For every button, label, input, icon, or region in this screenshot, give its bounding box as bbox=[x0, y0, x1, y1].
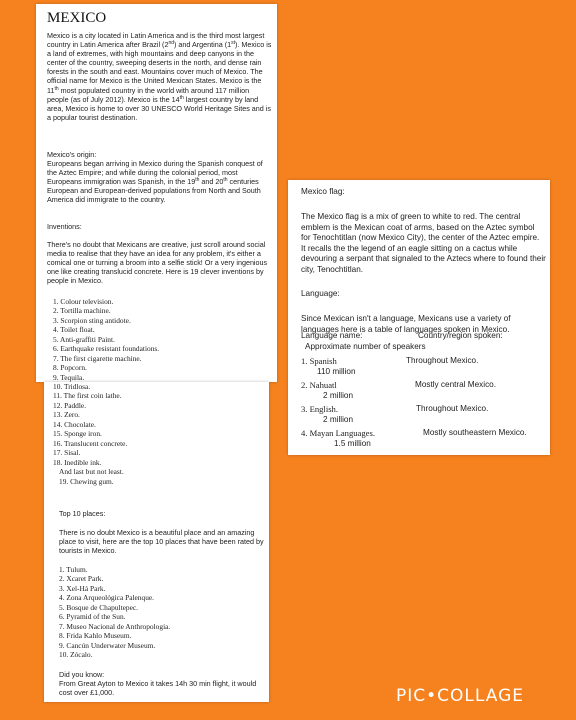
list-item: 4. Toilet float. bbox=[53, 325, 95, 335]
inventions-list-part2 bbox=[53, 382, 263, 467]
language-table-header bbox=[301, 331, 546, 342]
inventions-intro: There's no doubt that Mexicans are creative, just scroll around social media to realise that they have an idea for any problem, it's either a comical one or turning a broom into a selfie stick! Or a very ingenious one like creating translucid concrete. Here is 19 clever inventions by people in Mexico. bbox=[47, 240, 268, 286]
places-list bbox=[59, 565, 264, 660]
flag-paragraph: The Mexico flag is a mix of green to white to red. The central emblem is the Mexican coat of arms, based on the Aztec symbol for Tenochtitlan (now Mexico City), the center of the Aztec empire. It recalls the the legend of an eagle sitting on a cactus while devouring a serpant that signaled to the Aztecs where to found their city, Tenochtitlan. bbox=[301, 212, 546, 274]
list-item: 16. Translucent concrete. bbox=[53, 438, 128, 448]
col-speakers: Approximate number of speakers bbox=[305, 342, 426, 351]
table-row bbox=[301, 356, 546, 380]
list-item: 6. Pyramid of the Sun. bbox=[59, 612, 126, 622]
list-item: 6. Earthquake resistant foundations. bbox=[53, 344, 160, 354]
intro-paragraph: Mexico is a city located in Latin America and is the third most largest country in Latin America after Brazil (2nd) and Argentina (1st). Mexico is a land of extremes, with high mountains and deep canyons in the center of the country, sweeping deserts in the north, and dense rain forests in the south and east. Mountains cover much of Mexico. The official name for Mexico is the United Mexican States. Mexico is the 11th most populated country in the world with around 117 million people (as of July 2012). Mexico is the 14th largest country by land area, Mexico is home to over 30 UNESCO World Heritage Sites and is a popular tourist destination. bbox=[47, 31, 272, 122]
list-item: 2. Xcaret Park. bbox=[59, 574, 104, 584]
language-region: Mostly southeastern Mexico. bbox=[423, 428, 527, 437]
list-item: 11. The first coin lathe. bbox=[53, 391, 122, 401]
did-you-know-heading: Did you know: bbox=[59, 670, 105, 679]
list-item: 3. Scorpion sting antidote. bbox=[53, 315, 131, 325]
list-item: 7. Museo Nacional de Anthropologia. bbox=[59, 621, 171, 631]
origin-heading: Mexico's origin: bbox=[47, 150, 97, 159]
language-name: 2. Nahuatl bbox=[301, 380, 337, 390]
list-item: 4. Zona Arqueológica Palenque. bbox=[59, 593, 155, 603]
list-item: 10. Zócalo. bbox=[59, 650, 93, 660]
language-name: 4. Mayan Languages. bbox=[301, 428, 375, 438]
list-item: 8. Popcorn. bbox=[53, 363, 87, 373]
language-table bbox=[301, 356, 546, 452]
list-item: 14. Chocolate. bbox=[53, 419, 96, 429]
list-item: 15. Sponge iron. bbox=[53, 429, 102, 439]
table-row bbox=[301, 380, 546, 404]
language-region: Throughout Mexico. bbox=[406, 356, 479, 365]
list-item: 13. Zero. bbox=[53, 410, 80, 420]
origin-paragraph: Europeans began arriving in Mexico during the Spanish conquest of the Aztec Empire; and while during the colonial period, most Europeans immigration was Spanish, in the 19th and 20th centuries European and European-derived populations from North and South America did immigrate to the country. bbox=[47, 159, 263, 205]
list-item: 5. Bosque de Chapultepec. bbox=[59, 602, 139, 612]
list-item: 1. Colour television. bbox=[53, 297, 114, 306]
table-row bbox=[301, 404, 546, 428]
did-you-know-text: From Great Ayton to Mexico it takes 14h 30 min flight, it would cost over £1,000. bbox=[59, 679, 257, 698]
page-title: MEXICO bbox=[47, 10, 107, 26]
list-item: 7. The first cigarette machine. bbox=[53, 353, 142, 363]
list-item: 10. Tridlosa. bbox=[53, 382, 91, 391]
inventions-list-part1 bbox=[53, 297, 268, 382]
table-row bbox=[301, 428, 546, 452]
list-item: 12. Paddle. bbox=[53, 400, 87, 410]
language-speakers: 110 million bbox=[317, 366, 356, 376]
language-region: Mostly central Mexico. bbox=[415, 380, 496, 389]
language-speakers: 1.5 million bbox=[334, 438, 371, 448]
list-item: 3. Xel-Há Park. bbox=[59, 583, 106, 593]
list-item: 8. Frida Kahlo Museum. bbox=[59, 631, 132, 641]
list-item: 9. Tequila. bbox=[53, 372, 85, 382]
language-heading: Language: bbox=[301, 289, 340, 298]
language-region: Throughout Mexico. bbox=[416, 404, 489, 413]
places-intro: There is no doubt Mexico is a beautiful place and an amazing place to visit, here are the top 10 places that have been rated by tourists in Mexico. bbox=[59, 528, 264, 556]
col-language-name: Language name: bbox=[301, 331, 363, 340]
language-name: 3. English. bbox=[301, 404, 339, 414]
list-item: 17. Sisal. bbox=[53, 448, 81, 458]
list-item: 5. Anti-graffiti Paint. bbox=[53, 334, 115, 344]
language-speakers: 2 million bbox=[323, 414, 354, 424]
list-item: 18. Inedible ink. bbox=[53, 457, 102, 467]
list-item: 1. Tulum. bbox=[59, 565, 88, 574]
inventions-heading: Inventions: bbox=[47, 222, 82, 231]
list-item: 9. Cancún Underwater Museum. bbox=[59, 640, 156, 650]
last-line-text: And last but not least. bbox=[59, 467, 124, 476]
places-heading: Top 10 places: bbox=[59, 509, 106, 518]
flag-heading: Mexico flag: bbox=[301, 187, 345, 196]
language-name: 1. Spanish bbox=[301, 356, 337, 366]
list-item: 2. Tortilla machine. bbox=[53, 306, 111, 316]
piccollage-watermark: PIC•COLLAGE bbox=[396, 686, 524, 706]
final-invention: 19. Chewing gum. bbox=[59, 477, 114, 486]
language-paragraph: Since Mexican isn't a language, Mexicans use a variety of languages here is a table of languages spoken in Mexico. bbox=[301, 314, 511, 334]
col-region: Country/region spoken: bbox=[418, 331, 503, 340]
language-speakers: 2 million bbox=[323, 390, 354, 400]
